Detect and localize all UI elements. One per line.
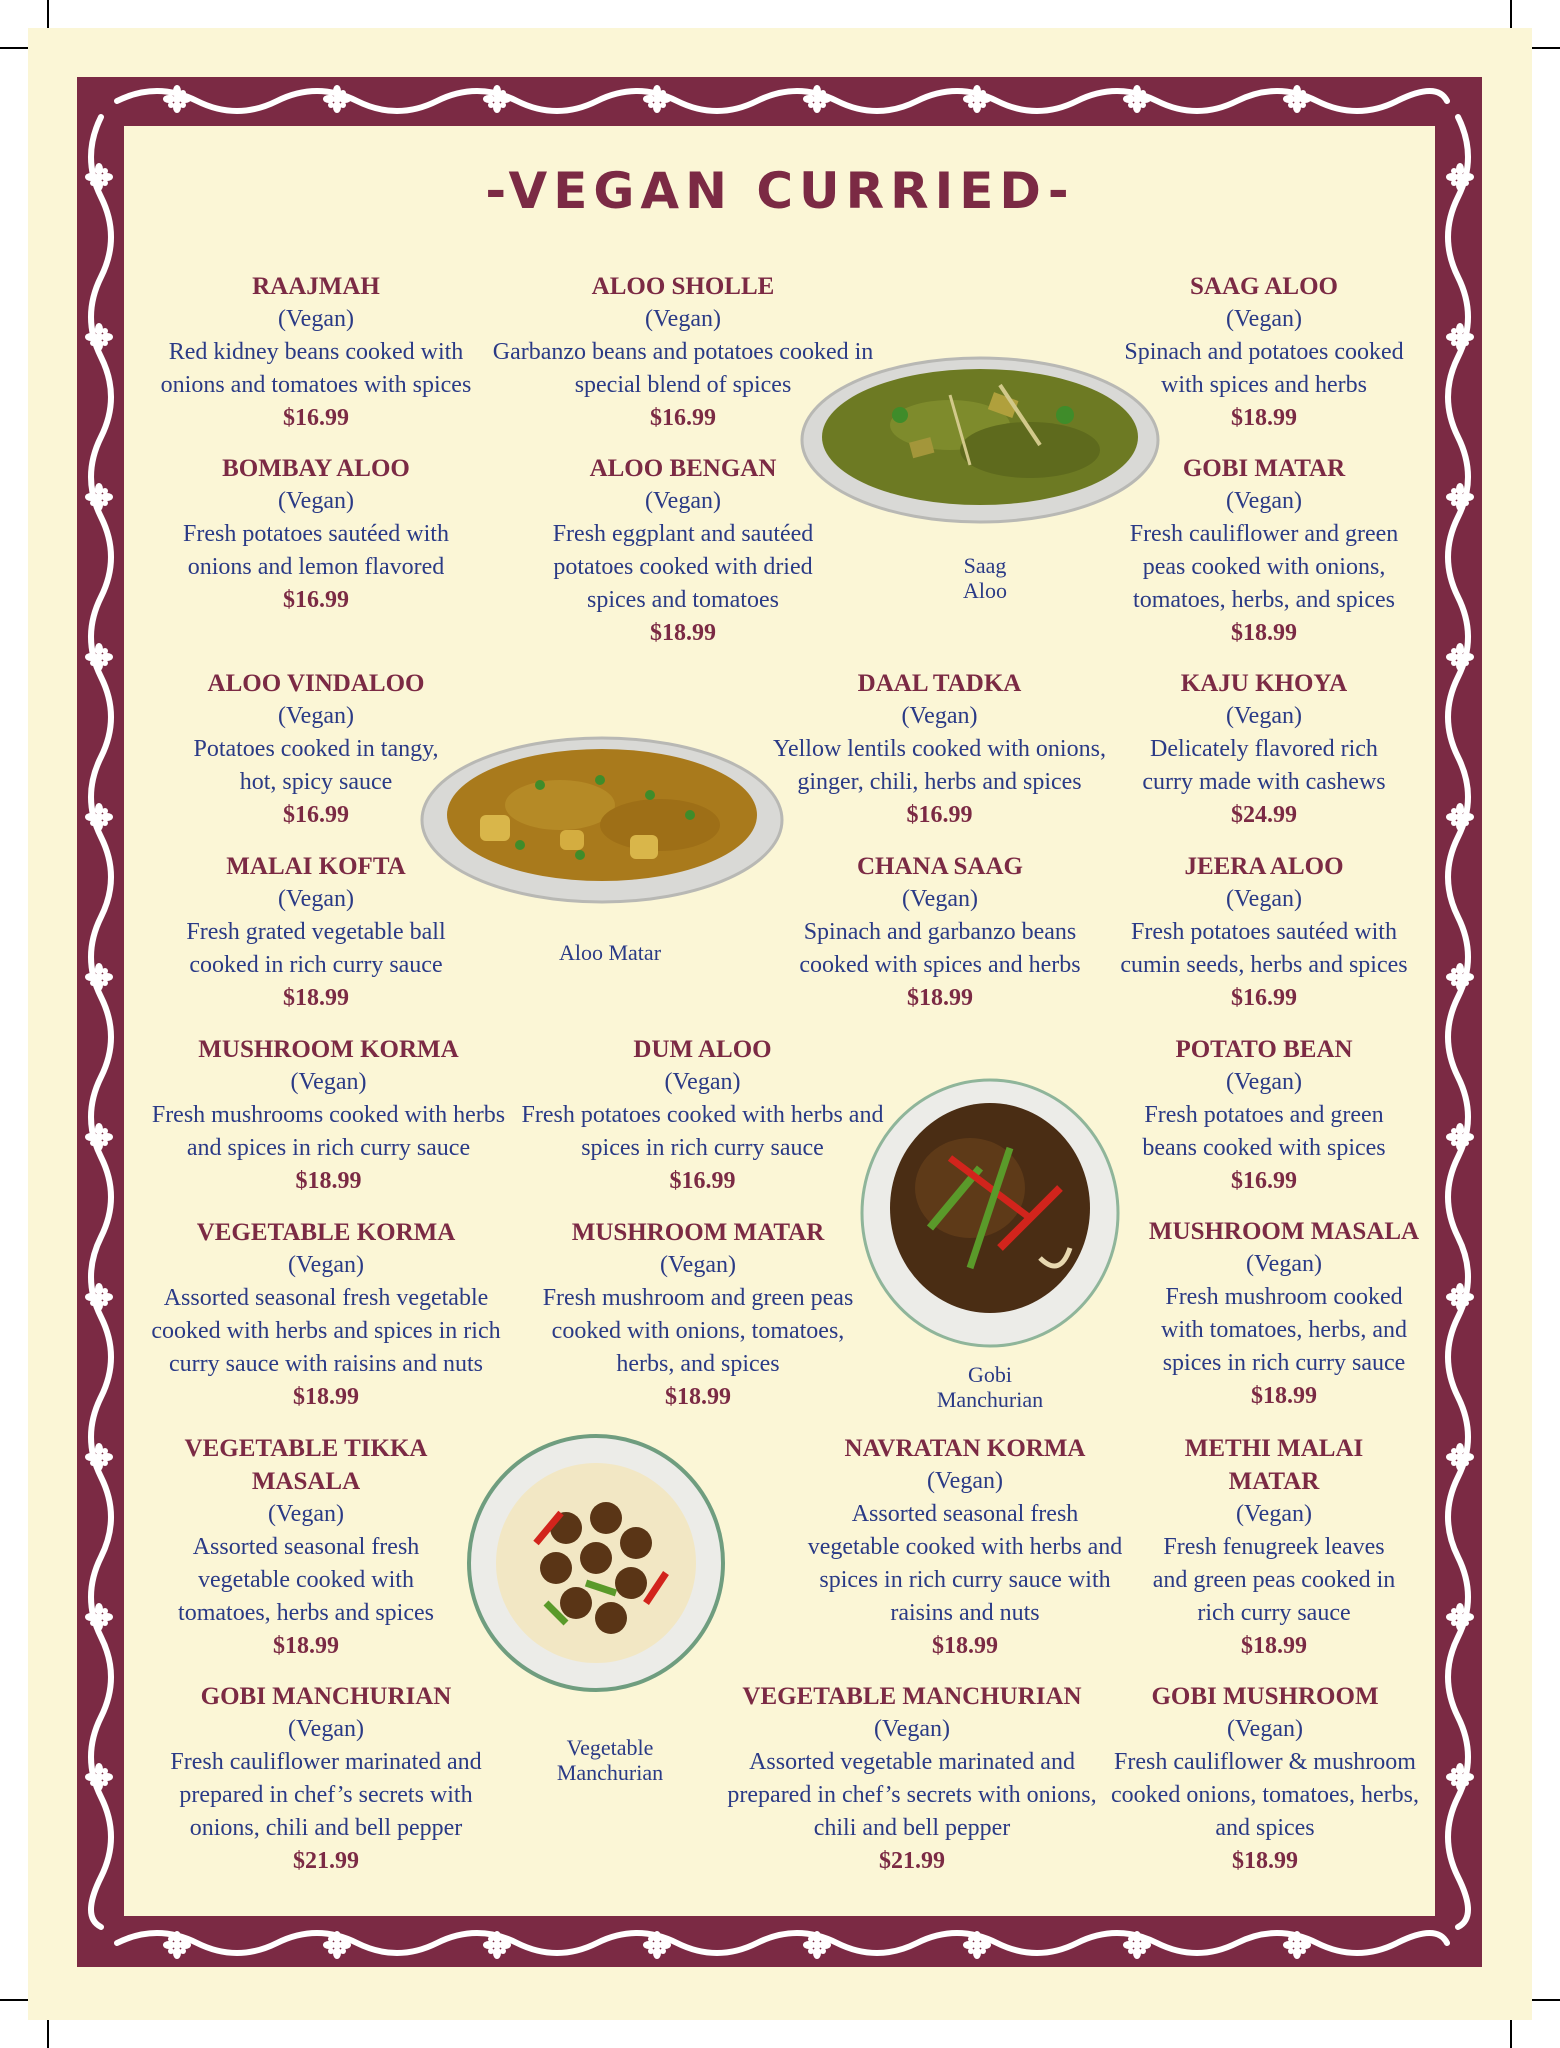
item-name: ALOO VINDALOO <box>207 670 425 697</box>
item-diet: (Vegan) <box>288 1716 364 1742</box>
item-diet: (Vegan) <box>664 1069 741 1095</box>
menu-item-dum-aloo <box>520 1033 885 1198</box>
item-description: Assorted seasonal fresh vegetable cooked with tomatoes, herbs and spices <box>178 1534 434 1626</box>
menu-item-navratan-korma <box>800 1432 1130 1663</box>
item-description: Spinach and garbanzo beans cooked with spices and herbs <box>799 919 1081 978</box>
item-name: SAAG ALOO <box>1190 273 1338 300</box>
item-description: Fresh mushrooms cooked with herbs and spices in rich curry sauce <box>151 1102 506 1161</box>
item-description: Spinach and potatoes cooked with spices and herbs <box>1124 339 1404 398</box>
item-price: $16.99 <box>1231 985 1297 1011</box>
item-diet: (Vegan) <box>902 886 978 912</box>
menu-item-daal-tadka <box>762 667 1117 832</box>
item-diet: (Vegan) <box>1236 1501 1312 1527</box>
item-name: BOMBAY ALOO <box>222 455 410 482</box>
item-diet: (Vegan) <box>268 1501 344 1527</box>
photo-caption-vegetable-manchurian: Vegetable Manchurian <box>556 1735 664 1785</box>
item-description: Red kidney beans cooked with onions and tomatoes with spices <box>160 339 472 398</box>
item-price: $18.99 <box>932 1633 998 1659</box>
item-description: Fresh potatoes cooked with herbs and spices in rich curry sauce <box>521 1102 884 1161</box>
menu-title: -VEGAN CURRIED- <box>485 162 1075 220</box>
item-description: Assorted vegetable marinated and prepared in chef’s secrets with onions, chili and bell pepper <box>727 1749 1097 1841</box>
item-price: $16.99 <box>1231 1168 1297 1194</box>
item-description: Fresh fenugreek leaves and green peas cooked in rich curry sauce <box>1152 1534 1396 1626</box>
item-diet: (Vegan) <box>927 1468 1003 1494</box>
crop-mark <box>0 1999 28 2001</box>
item-price: $18.99 <box>650 620 716 646</box>
item-price: $16.99 <box>283 405 349 431</box>
photo-vegetable-manchurian <box>466 1433 726 1693</box>
item-description: Potatoes cooked in tangy, hot, spicy sauce <box>193 736 439 795</box>
menu-item-mushroom-matar <box>528 1216 868 1414</box>
photo-saag-aloo <box>800 355 1160 525</box>
crop-mark <box>47 2020 49 2048</box>
menu-item-potato-bean <box>1114 1033 1414 1198</box>
item-description: Fresh mushroom cooked with tomatoes, herbs, and spices in rich curry sauce <box>1161 1284 1407 1376</box>
crop-mark <box>1532 47 1560 49</box>
photo-caption-saag-aloo: Saag Aloo <box>963 553 1007 603</box>
item-diet: (Vegan) <box>1227 1716 1303 1742</box>
menu-item-gobi-mushroom <box>1100 1680 1430 1878</box>
item-name: ALOO BENGAN <box>589 455 777 482</box>
item-name: GOBI MUSHROOM <box>1151 1683 1379 1710</box>
item-price: $21.99 <box>293 1848 359 1874</box>
item-diet: (Vegan) <box>1226 306 1302 332</box>
item-price: $18.99 <box>665 1384 731 1410</box>
item-price: $16.99 <box>669 1168 736 1194</box>
menu-item-chana-saag <box>775 850 1105 1015</box>
item-description: Fresh potatoes sautéed with onions and lemon flavored <box>183 521 449 580</box>
item-description: Fresh cauliflower marinated and prepared in chef’s secrets with onions, chili and bell pepper <box>170 1749 482 1841</box>
item-name: VEGETABLE MANCHURIAN <box>742 1683 1082 1710</box>
item-price: $18.99 <box>273 1633 339 1659</box>
menu-item-raajmah <box>136 270 496 435</box>
item-description: Fresh cauliflower & mushroom cooked onions, tomatoes, herbs, and spices <box>1111 1749 1419 1841</box>
item-price: $16.99 <box>283 802 349 828</box>
item-price: $16.99 <box>906 802 973 828</box>
item-price: $16.99 <box>650 405 716 431</box>
item-price: $24.99 <box>1231 802 1297 828</box>
item-name: NAVRATAN KORMA <box>844 1435 1086 1462</box>
menu-item-aloo-bengan <box>528 452 838 650</box>
item-description: Fresh potatoes sautéed with cumin seeds, herbs and spices <box>1120 919 1408 978</box>
item-name: ALOO SHOLLE <box>591 273 775 300</box>
item-diet: (Vegan) <box>645 488 721 514</box>
item-description: Delicately flavored rich curry made with cashews <box>1142 736 1386 795</box>
item-diet: (Vegan) <box>1226 886 1302 912</box>
item-description: Fresh cauliflower and green peas cooked with onions, tomatoes, herbs, and spices <box>1129 521 1399 613</box>
item-price: $18.99 <box>283 985 349 1011</box>
item-price: $18.99 <box>907 985 973 1011</box>
menu-item-vegetable-manchurian <box>722 1680 1102 1878</box>
item-diet: (Vegan) <box>278 703 354 729</box>
item-description: Garbanzo beans and potatoes cooked in special blend of spices <box>492 339 874 398</box>
item-name: JEERA ALOO <box>1184 853 1344 880</box>
item-price: $21.99 <box>879 1848 945 1874</box>
item-diet: (Vegan) <box>290 1069 367 1095</box>
menu-item-jeera-aloo <box>1104 850 1424 1015</box>
item-price: $16.99 <box>283 587 349 613</box>
item-name: POTATO BEAN <box>1175 1036 1353 1063</box>
item-name: GOBI MANCHURIAN <box>200 1683 452 1710</box>
crop-mark <box>1532 1999 1560 2001</box>
photo-aloo-matar <box>420 735 785 905</box>
item-name: VEGETABLE TIKKA MASALA <box>184 1435 428 1495</box>
menu-item-mushroom-korma <box>136 1033 521 1198</box>
item-price: $18.99 <box>1241 1633 1307 1659</box>
menu-item-mushroom-masala <box>1134 1215 1434 1413</box>
menu-item-bombay-aloo <box>156 452 476 617</box>
menu-item-methi-malai-matar <box>1124 1432 1424 1663</box>
crop-mark <box>1510 2020 1512 2048</box>
item-name: GOBI MATAR <box>1182 455 1346 482</box>
crop-mark <box>47 0 49 28</box>
item-price: $18.99 <box>1231 620 1297 646</box>
item-description: Assorted seasonal fresh vegetable cooked with herbs and spices in rich curry sauce with raisins and nuts <box>807 1501 1123 1626</box>
photo-caption-aloo-matar: Aloo Matar <box>558 940 662 965</box>
item-diet: (Vegan) <box>1226 1069 1302 1095</box>
item-name: MUSHROOM MASALA <box>1148 1218 1420 1245</box>
crop-mark <box>0 47 28 49</box>
item-diet: (Vegan) <box>1226 703 1302 729</box>
menu-item-gobi-manchurian <box>146 1680 506 1878</box>
item-diet: (Vegan) <box>278 306 354 332</box>
item-diet: (Vegan) <box>645 306 721 332</box>
item-description: Fresh mushroom and green peas cooked with onions, tomatoes, herbs, and spices <box>542 1285 854 1377</box>
item-description: Fresh grated vegetable ball cooked in rich curry sauce <box>186 919 446 978</box>
item-price: $18.99 <box>1232 1848 1298 1874</box>
item-name: MUSHROOM MATAR <box>571 1219 825 1246</box>
item-diet: (Vegan) <box>660 1252 736 1278</box>
item-diet: (Vegan) <box>288 1252 364 1278</box>
item-name: VEGETABLE KORMA <box>196 1219 456 1246</box>
menu-item-vegetable-tikka-masala <box>156 1432 456 1663</box>
item-diet: (Vegan) <box>1226 488 1302 514</box>
item-description: Fresh potatoes and green beans cooked with spices <box>1142 1102 1386 1161</box>
item-description: Yellow lentils cooked with onions, ginger, chili, herbs and spices <box>773 736 1106 795</box>
item-description: Fresh eggplant and sautéed potatoes cooked with dried spices and tomatoes <box>552 521 814 613</box>
item-name: METHI MALAI MATAR <box>1184 1435 1364 1495</box>
item-diet: (Vegan) <box>278 488 354 514</box>
item-price: $18.99 <box>1231 405 1297 431</box>
item-description: Assorted seasonal fresh vegetable cooked with herbs and spices in rich curry sauce with raisins and nuts <box>151 1285 501 1377</box>
item-diet: (Vegan) <box>874 1716 950 1742</box>
item-name: MALAI KOFTA <box>226 853 406 880</box>
menu-item-vegetable-korma <box>130 1216 522 1414</box>
item-price: $18.99 <box>1251 1383 1317 1409</box>
photo-caption-gobi-manchurian: Gobi Manchurian <box>936 1362 1044 1412</box>
item-name: RAAJMAH <box>252 273 380 300</box>
item-name: DAAL TADKA <box>857 670 1022 697</box>
item-name: DUM ALOO <box>633 1036 772 1063</box>
crop-mark <box>1510 0 1512 28</box>
item-name: CHANA SAAG <box>857 853 1023 880</box>
item-price: $18.99 <box>293 1384 359 1410</box>
photo-gobi-manchurian <box>860 1078 1120 1348</box>
menu-item-kaju-khoya <box>1114 667 1414 832</box>
item-diet: (Vegan) <box>1246 1251 1322 1277</box>
item-name: KAJU KHOYA <box>1180 670 1348 697</box>
item-diet: (Vegan) <box>278 886 354 912</box>
item-diet: (Vegan) <box>901 703 978 729</box>
item-name: MUSHROOM KORMA <box>198 1036 459 1063</box>
item-price: $18.99 <box>295 1168 362 1194</box>
